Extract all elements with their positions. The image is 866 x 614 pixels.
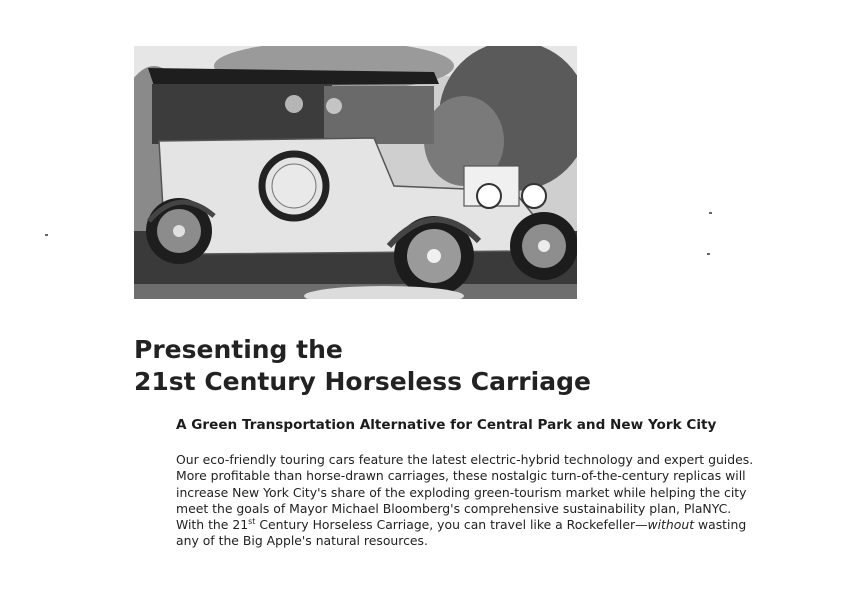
- scan-speck: [45, 234, 48, 236]
- body-line-3: increase New York City's share of the exploding green-tourism market while helping the city: [176, 484, 747, 500]
- scan-speck: [709, 212, 712, 214]
- ordinal-superscript: st: [248, 517, 256, 527]
- body-line-1: Our eco-friendly touring cars feature the latest electric-hybrid technology and expert guides.: [176, 452, 754, 467]
- title-line-1: Presenting the: [134, 335, 343, 364]
- body-line-4: meet the goals of Mayor Michael Bloomberg's comprehensive sustainability plan, PlaNYC.: [176, 500, 732, 516]
- body-line-2: More profitable than horse-drawn carriages, these nostalgic turn-of-the-century replicas will: [176, 468, 746, 484]
- body-line-5: [176, 517, 836, 533]
- subtitle: A Green Transportation Alternative for Central Park and New York City: [176, 417, 717, 433]
- body-line-6: any of the Big Apple's natural resources.: [176, 533, 428, 549]
- body-line-5-part3: wasting: [694, 517, 747, 533]
- body-paragraph: [176, 452, 836, 550]
- title-line-2: 21st Century Horseless Carriage: [134, 367, 591, 396]
- body-line-5-part2: Century Horseless Carriage, you can travel like a Rockefeller—: [255, 517, 648, 533]
- emphasis-without: without: [647, 517, 695, 533]
- scan-speck: [707, 253, 710, 255]
- vintage-car-photo: [134, 46, 577, 299]
- page-title: [134, 334, 591, 398]
- body-line-5-part1: With the 21: [176, 517, 249, 533]
